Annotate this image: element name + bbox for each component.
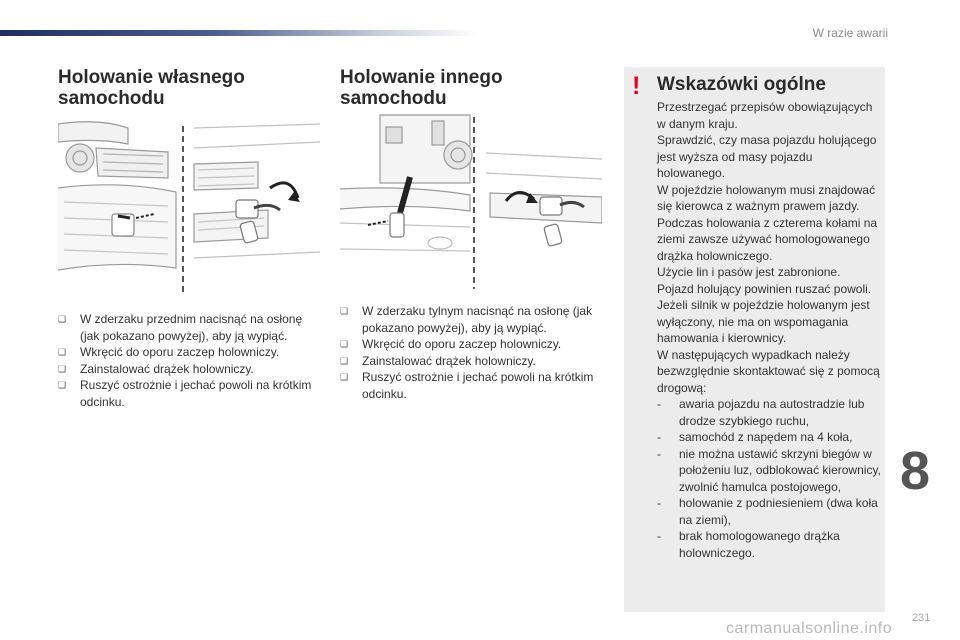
list-item: - holowanie z podniesieniem (dwa koła na ziemi), [657,496,878,527]
warning-icon: ! [632,72,641,100]
chapter-number: 8 [900,441,931,501]
bullet-icon: ❑ [58,347,67,357]
list-item: ❑ Wkręcić do oporu zaczep holowniczy. [58,345,280,359]
list-item: - awaria pojazdu na autostradzie lub drodze szybkiego ruchu, [657,397,865,428]
rear-van-view [340,115,472,251]
tips-paragraph: Podczas holowania z czterema kołami na ziemi zawsze używać homologowanego drążka holowniczego. [657,215,878,263]
front-bumper-left-view [58,122,176,270]
tips-paragraph: Użycie lin i pasów jest zabronione. [657,265,841,279]
bullet-icon: ❑ [58,380,67,390]
steps-other-vehicle [340,303,602,402]
rear-bumper-right-view [486,153,602,246]
tips-paragraph: Sprawdzić, czy masa pojazdu holującego jest wyższa od masy pojazdu holowanego. [657,133,877,180]
bullet-icon: ❑ [340,372,349,382]
heading-own-line2: samochodu [58,88,165,109]
tips-paragraph: W pojeździe holowanym musi znajdować się kierowca z ważnym prawem jazdy. [657,182,876,213]
tips-paragraph: Pojazd holujący powinien ruszać powoli. [657,281,872,296]
tips-title: Wskazówki ogólne [657,74,826,95]
heading-other-line2: samochodu [340,88,447,109]
rear-towing-illustration [340,113,602,291]
bullet-icon: ❑ [340,355,349,366]
steps-own-vehicle [58,311,320,410]
tips-paragraph: W następujących wypadkach należy bezwzględnie skontaktować się z pomocą drogową: [657,347,880,395]
heading-own-line1: Holowanie własnego [58,67,245,88]
bullet-icon: ❑ [58,363,67,374]
watermark: carmanualsonline.info [726,620,893,637]
front-towing-illustration [58,118,320,298]
tips-paragraph: Przestrzegać przepisów obowiązujących w danym kraju. [657,100,873,131]
list-item: - samochód z napędem na 4 koła, [657,430,853,444]
front-bumper-right-view [194,124,320,258]
general-tips-panel [624,67,885,612]
bullet-icon: ❑ [58,314,67,324]
heading-other-line1: Holowanie innego [340,67,503,88]
list-item: ❑ W zderzaku tylnym nacisnąć na osłonę (jak pokazano powyżej), aby ją wypiąć. [340,304,593,335]
list-item: ❑ W zderzaku przednim nacisnąć na osłonę (jak pokazano powyżej), aby ją wypiąć. [58,312,303,343]
tips-paragraph: Jeżeli silnik w pojeździe holowanym jest wyłączony, nie ma on wspomagania hamowania i kierownicy. [657,298,870,345]
list-item: ❑ Ruszyć ostrożnie i jechać powoli na krótkim odcinku. [58,378,312,409]
list-item: - nie można ustawić skrzyni biegów w położeniu luz, odblokować kierownicy, zwolnić hamulca postojowego, [657,446,881,494]
list-item: - brak homologowanego drążka holowniczego. [657,529,840,560]
bullet-icon: ❑ [340,306,349,316]
heading-other-vehicle [340,67,570,109]
page-number: 231 [912,612,931,624]
list-item: ❑ Zainstalować drążek holowniczy. [340,353,536,368]
section-title: W razie awarii [812,26,888,40]
bullet-icon: ❑ [340,339,349,349]
list-item: ❑ Wkręcić do oporu zaczep holowniczy. [340,337,562,351]
tips-body [657,99,883,561]
list-item: ❑ Zainstalować drążek holowniczy. [58,361,254,376]
header-color-bar [0,30,478,36]
tips-case-list [657,396,883,561]
heading-own-vehicle [58,67,288,109]
list-item: ❑ Ruszyć ostrożnie i jechać powoli na krótkim odcinku. [340,370,594,401]
